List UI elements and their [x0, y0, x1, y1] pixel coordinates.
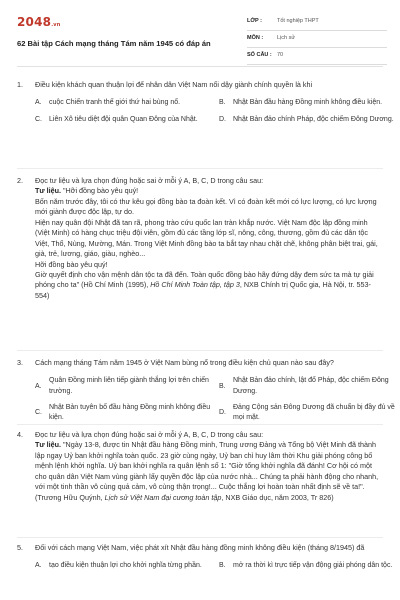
meta-row-count	[247, 48, 387, 65]
option-text: tạo điều kiện thuận lợi cho khởi nghĩa từng phần.	[49, 562, 202, 570]
question-number: 3.	[17, 358, 23, 367]
question-text: Điều kiện khách quan thuận lợi để nhân dân Việt Nam nổi dậy giành chính quyền là khi	[35, 80, 313, 89]
question-body	[35, 176, 383, 301]
option-text: Nhật Bản đầu hàng Đồng minh không điều kiện.	[233, 99, 383, 107]
option-text: Đảng Cộng sản Đông Dương đã chuẩn bị đầy đủ về mọi mặt.	[233, 403, 395, 421]
question-divider	[17, 168, 383, 169]
source-paragraph	[35, 270, 383, 301]
source-paragraph: Hiện nay quân đội Nhật đã tan rã, phong trào cứu quốc lan tràn khắp nước. Việt Nam độc lập đồng minh (Việt Minh) có hàng chục triệu đội viên, gồm đủ các tầng lớp sĩ, nông, công, thương, gồm đủ các dân tộc Việt, Thổ, Nùng, Mường, Mán. Trong Việt Minh đồng bào ta bắt tay nhau chặt chẽ, không phân biệt trai, gái, già, trẻ, lương, giáo, giàu, nghèo...	[35, 217, 378, 259]
option-letter: A.	[35, 382, 42, 390]
source-text: , NXB Giáo dục, năm 2003, Tr 826)	[221, 492, 334, 502]
meta-value: Tốt nghiệp THPT	[277, 18, 319, 25]
site-logo[interactable]	[17, 14, 61, 31]
option-c[interactable]	[35, 403, 211, 423]
option-d[interactable]	[219, 403, 395, 423]
meta-row-class	[247, 14, 387, 31]
question-4	[17, 430, 383, 503]
option-text: Quân Đồng minh liên tiếp giành thắng lợi trên chiến trường.	[49, 377, 209, 395]
logo-sub: .vn	[51, 22, 61, 28]
option-b[interactable]	[219, 561, 395, 571]
source-line	[35, 186, 383, 196]
question-5	[17, 543, 393, 572]
question-text: Đối với cách mạng Việt Nam, việc phát xít Nhật đầu hàng đồng minh không điều kiện (tháng 8/1945) đã	[35, 543, 365, 552]
meta-key: LỚP :	[247, 18, 262, 25]
option-b[interactable]	[219, 98, 395, 108]
question-body	[35, 80, 394, 125]
option-text: Liên Xô tiêu diệt đội quân Quan Đông của Nhật.	[49, 115, 198, 123]
question-body	[35, 543, 393, 572]
source-text: , NXB Chính trị Quốc gia, Hà Nội, tr. 553-554)	[35, 280, 371, 300]
question-intro: Đọc tư liệu và lựa chọn đúng hoặc sai ở mỗi ý A, B, C, D trong câu sau:	[35, 430, 264, 439]
option-a[interactable]	[35, 561, 211, 571]
source-text: "Ngày 13-8, được tin Nhật đầu hàng Đồng minh, Trung ương Đảng và Tổng bộ Việt Minh đã thành lập ngay Uỷ ban khởi nghĩa toàn quốc. 23 giờ cùng ngày, Uỷ ban chỉ huy lâm thời Khu giải phóng công bố mệnh lệnh khởi nghĩa. Uỷ ban khởi nghĩa ra quân lệnh số 1: "Giờ tổng khởi nghĩa đã đánh! Cơ hội có một cho quân dân Việt Nam vùng giành lấy quyền độc lập của nước nhà... Chúng ta phải hành động cho nhanh, với một tinh thần vô cùng quả cảm, vô cùng thận trọng!... Cuộc thắng lợi hoàn toàn nhất định sẽ về ta!". (Trương Hữu Quýnh,	[35, 440, 379, 502]
option-text: cuộc Chiến tranh thế giới thứ hai bùng nổ.	[49, 99, 181, 107]
options-grid	[35, 376, 395, 423]
meta-table	[247, 14, 387, 65]
question-divider	[17, 424, 383, 425]
option-letter: B.	[219, 99, 226, 107]
source-label: Tư liệu.	[35, 186, 61, 196]
meta-key: SỐ CÂU :	[247, 52, 272, 59]
question-intro: Đọc tư liệu và lựa chọn đúng hoặc sai ở mỗi ý A, B, C, D trong câu sau:	[35, 176, 264, 185]
question-body	[35, 430, 383, 503]
option-letter: A.	[35, 562, 42, 570]
question-2	[17, 176, 383, 301]
option-d[interactable]	[219, 115, 395, 125]
question-number: 1.	[17, 80, 23, 89]
meta-value: Lịch sử	[277, 35, 296, 42]
source-label: Tư liệu.	[35, 440, 61, 450]
option-letter: C.	[35, 408, 42, 416]
option-text: Nhật Bản đảo chính Pháp, độc chiếm Đông Dương.	[233, 115, 394, 123]
options-grid	[35, 561, 393, 571]
source-text: Giờ quyết định cho vận mệnh dân tộc ta đã đến. Toàn quốc đồng bào hãy đứng dậy đem sức ta mà tự giải phóng cho ta" (Hồ Chí Minh (1995),	[35, 269, 374, 290]
question-number: 5.	[17, 543, 23, 552]
question-divider	[17, 537, 383, 538]
option-b[interactable]	[219, 376, 395, 396]
source-paragraph	[35, 440, 383, 503]
source-text: "Hỡi đồng bào yêu quý!	[62, 186, 139, 196]
citation-title: Hồ Chí Minh Toàn tập, tập 3	[150, 280, 240, 290]
question-body	[35, 358, 395, 423]
option-letter: B.	[219, 382, 226, 390]
option-a[interactable]	[35, 376, 211, 396]
document-header	[17, 10, 387, 70]
question-1	[17, 80, 394, 125]
meta-row-subject	[247, 31, 387, 48]
options-grid	[35, 98, 394, 124]
question-text: Cách mạng tháng Tám năm 1945 ở Việt Nam bùng nổ trong điều kiện chủ quan nào sau đây?	[35, 358, 334, 367]
logo-main: 2048	[17, 15, 52, 29]
page-title: 62 Bài tập Cách mạng tháng Tám năm 1945 có đáp án	[17, 39, 211, 48]
option-letter: D.	[219, 115, 226, 123]
option-letter: D.	[219, 408, 226, 416]
option-letter: B.	[219, 562, 226, 570]
source-paragraph: Hỡi đồng bào yêu quý!	[35, 259, 108, 269]
option-c[interactable]	[35, 115, 211, 125]
question-number: 2.	[17, 176, 23, 185]
option-a[interactable]	[35, 98, 211, 108]
meta-key: MÔN :	[247, 35, 264, 42]
meta-value: 70	[277, 52, 284, 59]
citation-title: Lịch sử Việt Nam đại cương toàn tập	[104, 492, 222, 502]
option-text: mở ra thời kì trực tiếp vận động giải phóng dân tộc.	[233, 562, 393, 570]
option-letter: A.	[35, 99, 42, 107]
option-text: Nhật Bản tuyên bố đầu hàng Đồng minh không điều kiện.	[49, 403, 211, 421]
question-divider	[17, 350, 383, 351]
question-number: 4.	[17, 430, 23, 439]
source-paragraph: Bốn năm trước đây, tôi có thư kêu gọi đồng bào ta đoàn kết. Vì có đoàn kết mới có lực lượng, có lực lượng mới giành được độc lập, tự do.	[35, 196, 377, 217]
option-letter: C.	[35, 115, 42, 123]
question-3	[17, 358, 395, 423]
option-text: Nhật Bản đảo chính, lật đổ Pháp, độc chiếm Đông Dương.	[233, 377, 389, 395]
header-divider	[17, 66, 383, 67]
